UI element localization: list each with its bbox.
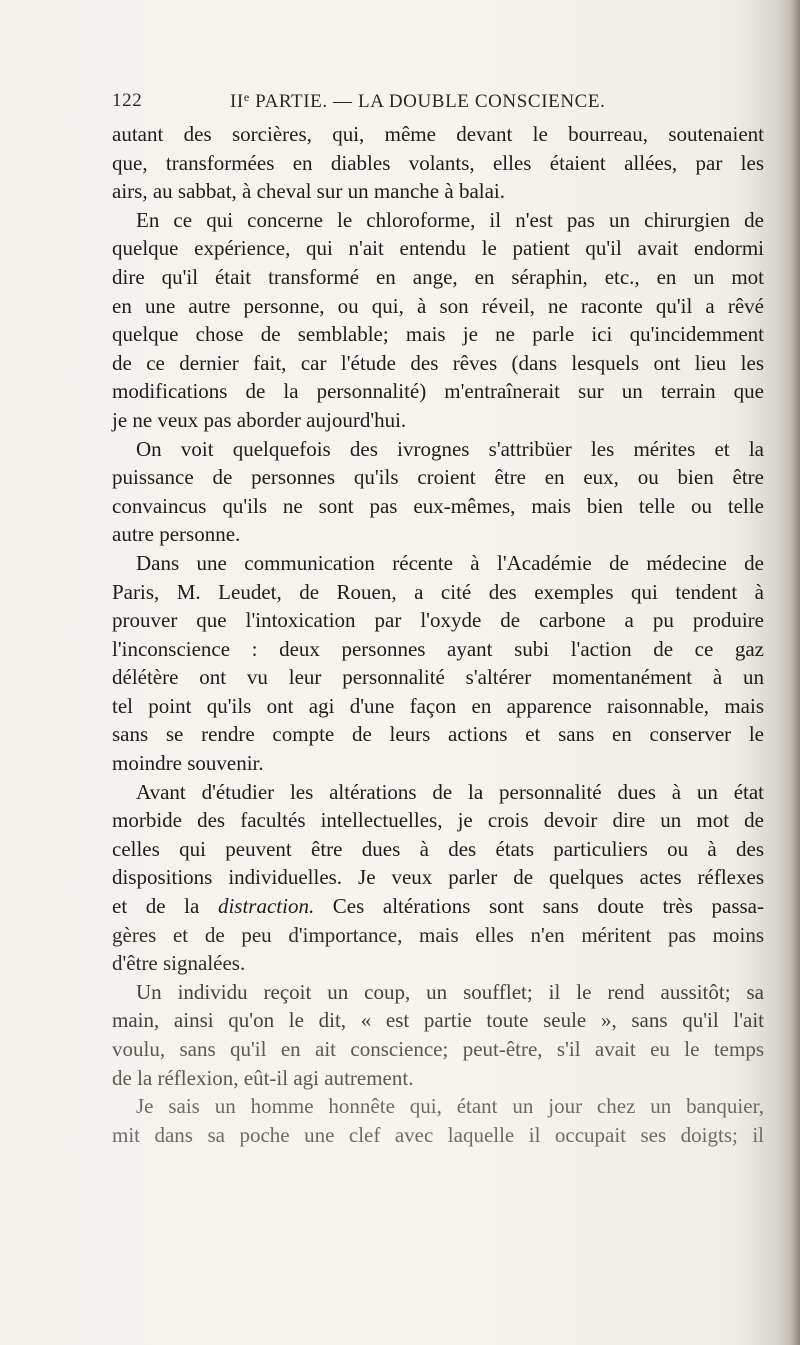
- text-line: prouver que l'intoxication par l'oxyde de carbone a pu produire: [112, 608, 764, 633]
- text-line: Avant d'étudier les altérations de la personnalité dues à un état: [136, 779, 764, 804]
- text-line: [112, 892, 764, 921]
- text-line: celles qui peuvent être dues à des états particuliers ou à des: [112, 836, 764, 861]
- text-line: mit dans sa poche une clef avec laquelle il occupait ses doigts; il: [112, 1122, 764, 1147]
- text-line: modifications de la personnalité) m'entraînerait sur un terrain que: [112, 379, 764, 404]
- text-line: autre personne.: [112, 522, 241, 547]
- text-line: l'inconscience : deux personnes ayant subi l'action de ce gaz: [112, 636, 764, 661]
- text-line: de ce dernier fait, car l'étude des rêves (dans lesquels ont lieu les: [112, 350, 764, 375]
- text-line: délétère ont vu leur personnalité s'altérer momentanément à un: [112, 665, 764, 690]
- text-line: convaincus qu'ils ne sont pas eux-mêmes, mais bien telle ou telle: [112, 493, 764, 518]
- text-line: tel point qu'ils ont agi d'une façon en apparence raisonnable, mais: [112, 693, 764, 718]
- text-line: On voit quelquefois des ivrognes s'attribüer les mérites et la: [136, 436, 764, 461]
- text-line: dire qu'il était transformé en ange, en séraphin, etc., en un mot: [112, 264, 764, 289]
- text-line: d'être signalées.: [112, 951, 246, 976]
- text-line: En ce qui concerne le chloroforme, il n'est pas un chirurgien de: [136, 207, 764, 232]
- text-line: voulu, sans qu'il en ait conscience; peut-être, s'il avait eu le temps: [112, 1037, 764, 1061]
- running-title: PARTIE. — LA DOUBLE CONSCIENCE.: [249, 91, 606, 112]
- text-line: moindre souvenir.: [112, 751, 264, 776]
- text-line: Dans une communication récente à l'Académie de médecine de: [136, 550, 764, 575]
- text-line: main, ainsi qu'on le dit, « est partie toute seule », sans qu'il l'ait: [112, 1008, 764, 1033]
- text-line: de la réflexion, eût-il agi autrement.: [112, 1065, 414, 1090]
- page-header: [112, 90, 712, 120]
- text-line: je ne veux pas aborder aujourd'hui.: [112, 407, 407, 432]
- text-line: gères et de peu d'importance, mais elles n'en méritent pas moins: [112, 922, 764, 947]
- text-line: airs, au sabbat, à cheval sur un manche à balai.: [112, 179, 506, 204]
- text-line: Un individu reçoit un coup, un soufflet; il le rend aussitôt; sa: [136, 979, 764, 1004]
- text-line: que, transformées en diables volants, elles étaient allées, par les: [112, 150, 764, 175]
- part-superscript: e: [243, 90, 250, 104]
- text-line: quelque chose de semblable; mais je ne parle ici qu'incidemment: [112, 322, 764, 347]
- page-number: 122: [112, 90, 143, 111]
- text-line: autant des sorcières, qui, même devant le bourreau, soutenaient: [112, 122, 764, 146]
- page-edge-shadow: [790, 0, 800, 1345]
- text-span: et de la: [112, 894, 218, 919]
- text-line: en une autre personne, ou qui, à son réveil, ne raconte qu'il a rêvé: [112, 293, 764, 318]
- body-text: [112, 120, 764, 1149]
- text-line: puissance de personnes qu'ils croient être en eux, ou bien être: [112, 465, 764, 490]
- text-span: Ces altérations sont sans doute très passa-: [314, 894, 764, 919]
- running-head: [230, 90, 605, 113]
- text-line: morbide des facultés intellectuelles, je crois devoir dire un mot de: [112, 808, 764, 833]
- text-line: Paris, M. Leudet, de Rouen, a cité des exemples qui tendent à: [112, 579, 764, 604]
- text-line: dispositions individuelles. Je veux parler de quelques actes réflexes: [112, 865, 764, 890]
- text-line: Je sais un homme honnête qui, étant un jour chez un banquier,: [136, 1094, 764, 1119]
- text-line: quelque expérience, qui n'ait entendu le patient qu'il avait endormi: [112, 236, 764, 261]
- part-numeral: II: [230, 91, 244, 112]
- italic-term: distraction.: [217, 894, 315, 919]
- text-line: sans se rendre compte de leurs actions et sans en conserver le: [112, 722, 764, 747]
